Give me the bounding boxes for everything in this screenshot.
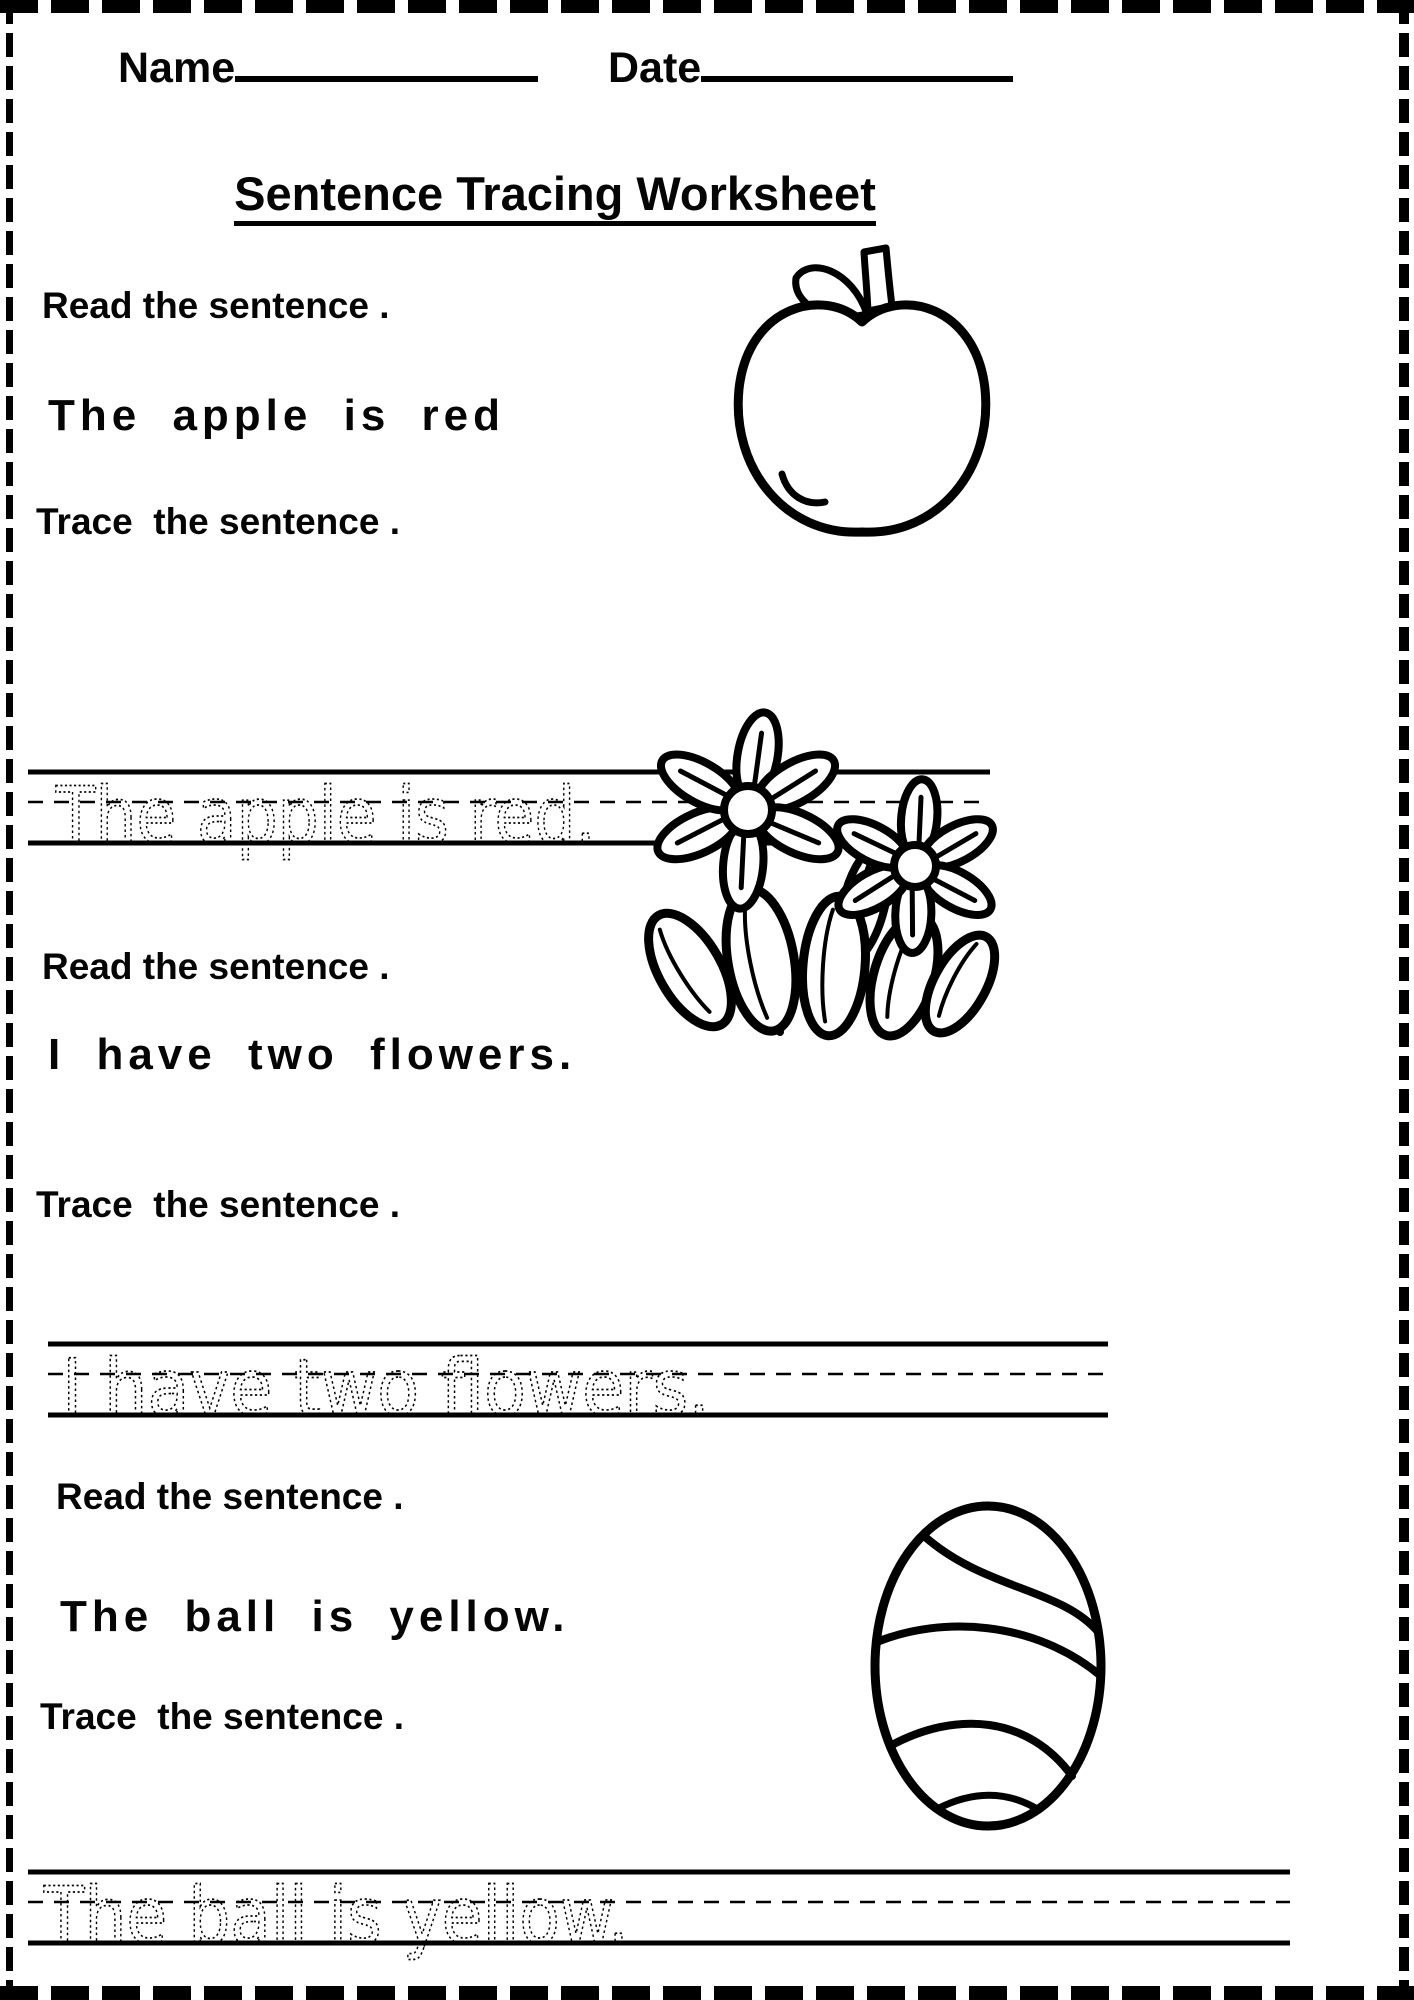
basketball-outline-icon: [866, 1494, 1110, 1838]
page-border-top: [0, 0, 1414, 13]
date-field: [608, 46, 1013, 91]
title-wrap: [105, 168, 1005, 226]
section1-trace-text: The apple is red.: [55, 772, 597, 862]
page-border-right: [1399, 0, 1409, 2000]
section2-sentence: I have two flowers.: [48, 1030, 577, 1079]
page-border-bottom: [0, 1986, 1414, 2000]
section3-read-label: Read the sentence .: [56, 1476, 404, 1517]
section2-read-label: Read the sentence .: [42, 946, 390, 987]
section3-trace-line: [28, 1863, 1290, 1981]
date-label: Date: [608, 44, 702, 92]
flowers-outline-icon: [628, 698, 1006, 1046]
page-border-left: [6, 0, 13, 2000]
name-label: Name: [118, 44, 236, 92]
section2-trace-label: Trace the sentence .: [36, 1184, 401, 1225]
flower-1: [650, 709, 846, 910]
section3-trace-label: Trace the sentence .: [40, 1696, 405, 1737]
page-title: Sentence Tracing Worksheet: [234, 168, 876, 226]
section2-trace-line: [48, 1335, 1108, 1453]
name-blank-line: [235, 76, 538, 82]
date-blank-line: [701, 76, 1013, 82]
section3-sentence: The ball is yellow.: [60, 1592, 570, 1641]
section1-read-label: Read the sentence .: [42, 285, 390, 326]
name-field: [118, 46, 538, 91]
section3-trace-text: The ball is yellow.: [43, 1872, 630, 1962]
section1-sentence: The apple is red: [48, 391, 505, 440]
section2-trace-text: I have two flowers.: [62, 1344, 710, 1434]
section1-trace-label: Trace the sentence .: [36, 501, 401, 542]
apple-outline-icon: [712, 242, 1012, 572]
